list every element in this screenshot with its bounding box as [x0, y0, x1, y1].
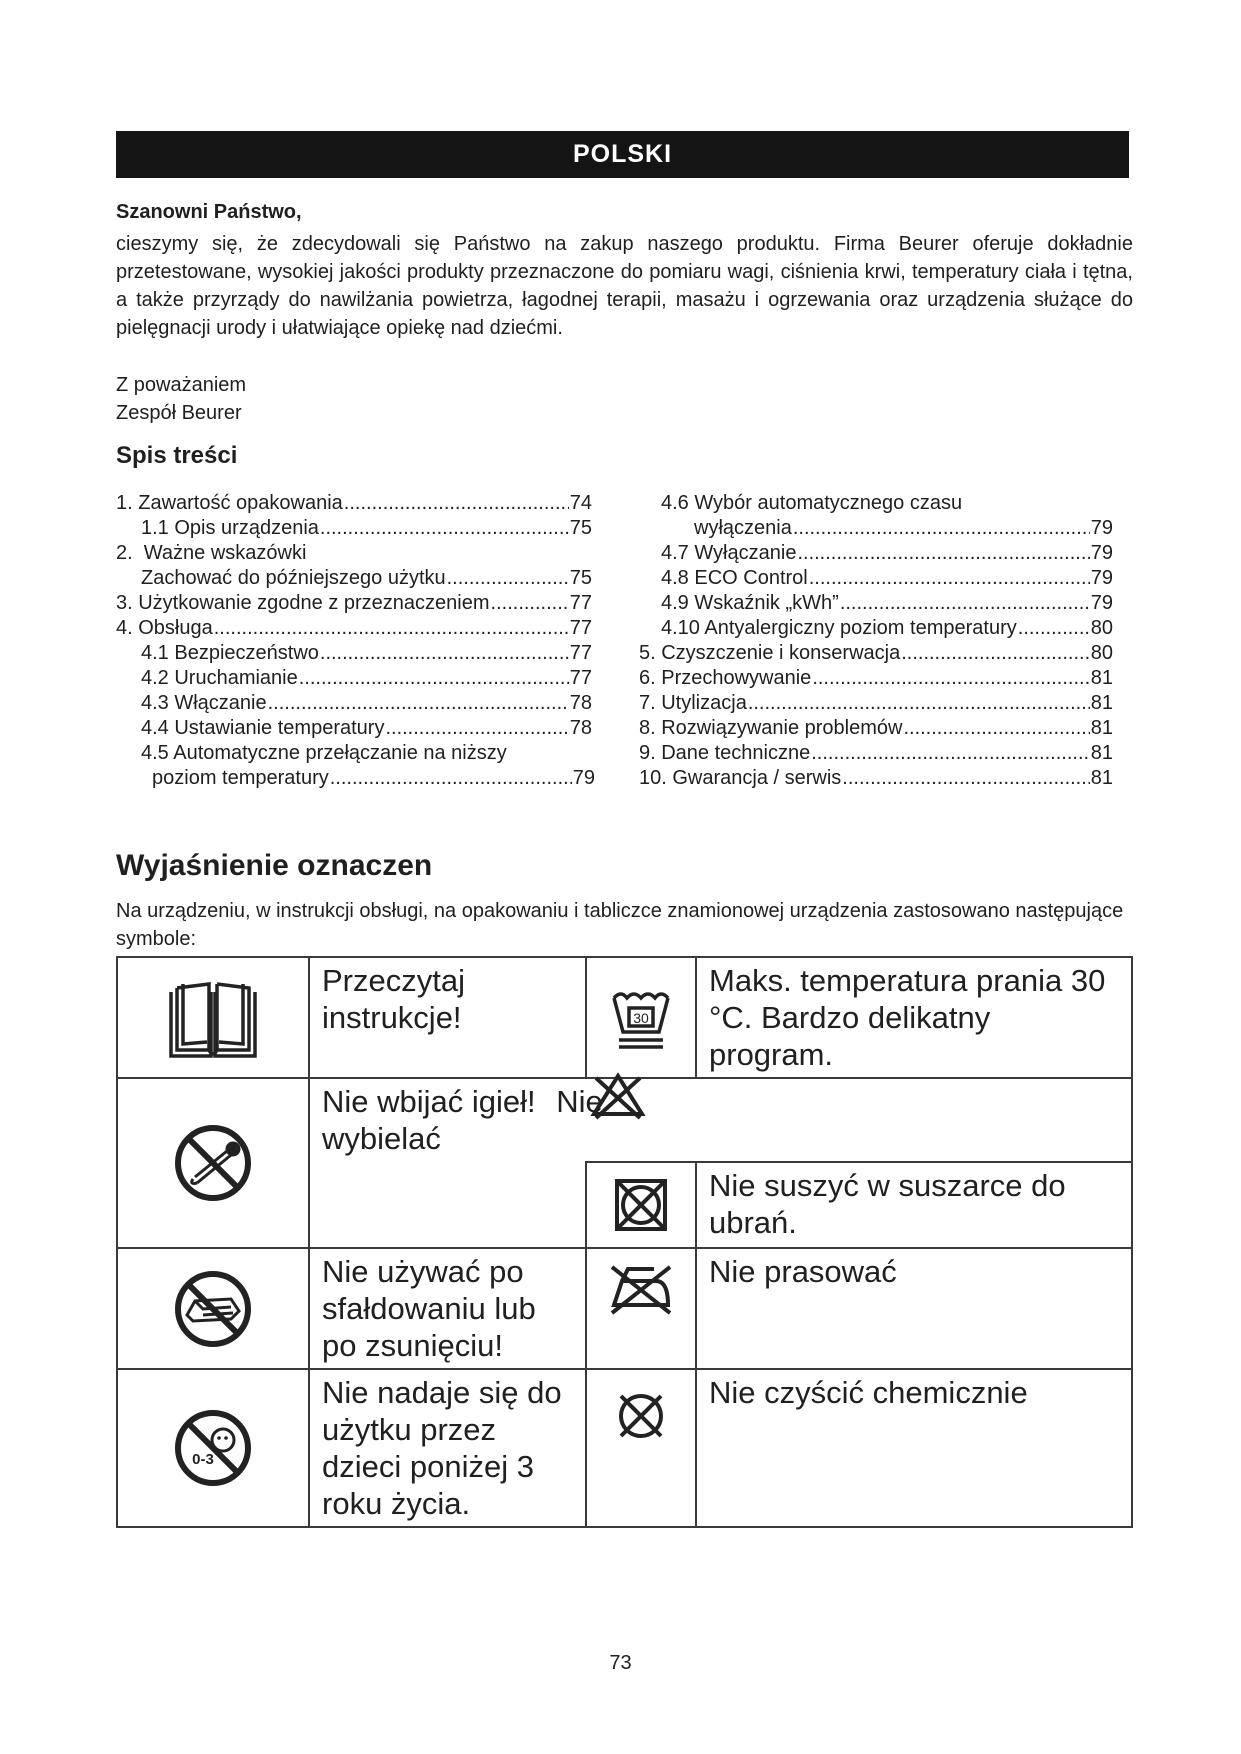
toc-entry-label: 10. Gwarancja / serwis	[639, 767, 842, 789]
toc-entry-label: 4.5 Automatyczne przełączanie na niższy	[141, 742, 507, 764]
toc-entry	[639, 641, 1113, 666]
toc-entry-label: poziom temperatury	[152, 767, 329, 789]
toc-entry	[116, 616, 592, 641]
symbol-cell	[117, 1369, 309, 1527]
greeting-title: Szanowni Państwo,	[116, 201, 302, 223]
toc-entry-label: 4.6 Wybór automatycznego czasu	[661, 492, 963, 514]
toc-entry	[116, 516, 592, 541]
closing-line-2: Zespół Beurer	[116, 402, 242, 424]
symbol-cell	[117, 957, 309, 1078]
symbol-cell	[586, 957, 696, 1078]
language-title: POLSKI	[572, 140, 673, 168]
toc-entry	[639, 666, 1113, 691]
greeting-body: cieszymy się, że zdecydowali się Państwo na zakup naszego produktu. Firma Beurer oferuje dokładnie przetestowane, wysokiej jakości produkty przeznaczone do pomiaru wagi, ciśnienia krwi, temperatury ciała i tętna, a także przyrządy do nawilżania powietrza, łagodnej terapii, masażu i ogrzewania oraz urządzenia służące do pielęgnacji urody i ułatwiające opiekę nad dziećmi.	[116, 233, 1133, 339]
toc-entry-label: 2. Ważne wskazówki	[116, 542, 307, 564]
toc-entry-label: 4.2 Uruchamianie	[141, 667, 298, 689]
greeting-closing	[116, 371, 246, 427]
symbol-cell	[586, 1369, 696, 1527]
toc-entry-page: 81	[1090, 742, 1113, 764]
toc-entry-page: 81	[1090, 667, 1113, 689]
toc-entry-label: 6. Przechowywanie	[639, 667, 812, 689]
empty-cell	[696, 1078, 1132, 1162]
symbol-cell	[117, 1248, 309, 1369]
toc-entry-label: 4.7 Wyłączanie	[661, 542, 797, 564]
toc-entry-page: 80	[1090, 642, 1113, 664]
symbol-description: Nie czyścić chemicznie	[696, 1369, 1132, 1527]
wash-tub-30-icon	[611, 986, 671, 1050]
toc-entry	[116, 591, 592, 616]
toc-entry-label: 4.3 Włączanie	[141, 692, 267, 714]
toc-entry-label: 8. Rozwiązywanie problemów	[639, 717, 903, 739]
toc-entry-page: 77	[569, 592, 592, 614]
symbols-table	[116, 956, 1133, 1528]
toc-entry	[116, 666, 592, 691]
symbol-cell	[586, 1162, 696, 1248]
toc-entry-label: 1.1 Opis urządzenia	[141, 517, 319, 539]
no-dry-clean-icon	[613, 1388, 669, 1444]
symbol-description: Nie suszyć w suszarce do ubrań.	[696, 1162, 1132, 1248]
toc-entry-page: 81	[1090, 692, 1113, 714]
toc-entry	[116, 741, 592, 766]
toc-entry	[639, 616, 1113, 641]
symbol-cell	[586, 1248, 696, 1369]
toc-entry-label: 4. Obsługa	[116, 617, 213, 639]
toc-entry-page: 79	[1090, 567, 1113, 589]
toc-entry-label: Zachować do późniejszego użytku	[141, 567, 446, 589]
table-row	[117, 1369, 1132, 1527]
toc-entry	[116, 766, 595, 791]
toc-entry	[639, 766, 1113, 791]
symbol-description: Maks. temperatura prania 30 °C. Bardzo delikatny program.	[696, 957, 1132, 1078]
toc-entry-label: 4.1 Bezpieczeństwo	[141, 642, 319, 664]
toc-entry-page: 79	[1090, 542, 1113, 564]
toc-entry	[639, 691, 1113, 716]
no-children-0-3-icon	[173, 1408, 253, 1488]
toc-entry	[639, 591, 1113, 616]
toc-entry-page: 74	[569, 492, 592, 514]
toc-entry-page: 75	[569, 517, 592, 539]
toc-entry-page: 77	[569, 617, 592, 639]
toc-entry	[639, 491, 1113, 516]
toc-entry	[639, 516, 1113, 541]
table-row	[117, 957, 1132, 1078]
no-folded-use-icon	[173, 1269, 253, 1349]
symbols-title: Wyjaśnienie oznaczen	[116, 849, 433, 882]
toc-entry-page: 79	[1090, 517, 1113, 539]
symbol-description: Nie prasować	[696, 1248, 1132, 1369]
wash-tub-number: 30	[633, 1009, 649, 1026]
no-ironing-icon	[608, 1261, 674, 1317]
no-tumble-dry-icon	[613, 1177, 669, 1233]
child-age-badge: 0-3	[192, 1451, 214, 1468]
toc-title: Spis treści	[116, 442, 238, 469]
toc-entry	[639, 716, 1113, 741]
table-row	[117, 1248, 1132, 1369]
symbol-description: Nie wbijać igieł!	[322, 1084, 536, 1119]
symbol-description: Nie wybielać	[322, 1084, 603, 1156]
empty-cell	[309, 1162, 586, 1248]
toc-entry-page: 79	[1090, 592, 1113, 614]
toc-entry	[116, 491, 592, 516]
symbol-description: Przeczytaj instrukcje!	[309, 957, 586, 1078]
book-icon	[167, 976, 259, 1060]
symbol-cell	[117, 1078, 309, 1248]
toc-entry	[639, 741, 1113, 766]
toc-entry	[116, 566, 592, 591]
toc-entry-label: 4.4 Ustawianie temperatury	[141, 717, 385, 739]
language-banner	[116, 131, 1129, 178]
no-pins-icon	[173, 1123, 253, 1203]
toc-entry-label: 5. Czyszczenie i konserwacja	[639, 642, 901, 664]
no-bleach-icon	[590, 1070, 646, 1120]
symbols-intro: Na urządzeniu, w instrukcji obsługi, na opakowaniu i tabliczce znamionowej urządzenia zastosowano następujące symbole:	[116, 900, 1124, 950]
symbol-description: Nie nadaje się do użytku przez dzieci poniżej 3 roku życia.	[309, 1369, 586, 1527]
toc-entry	[639, 541, 1113, 566]
toc-entry	[116, 541, 592, 566]
toc-entry-label: wyłączenia	[694, 517, 792, 539]
toc-right-column	[639, 491, 1113, 791]
toc-entry-page: 80	[1090, 617, 1113, 639]
toc-entry-page: 77	[569, 667, 592, 689]
toc-entry	[116, 691, 592, 716]
symbol-description: Nie używać po sfałdowaniu lub po zsunięciu!	[309, 1248, 586, 1369]
toc-entry-label: 4.10 Antyalergiczny poziom temperatury	[661, 617, 1017, 639]
toc-entry-page: 78	[569, 717, 592, 739]
toc-entry	[116, 716, 592, 741]
toc-entry-label: 4.9 Wskaźnik „kWh”	[661, 592, 839, 614]
toc-entry-label: 7. Utylizacja	[639, 692, 747, 714]
toc-entry-page: 77	[569, 642, 592, 664]
toc-entry-label: 9. Dane techniczne	[639, 742, 811, 764]
toc-entry-page: 81	[1090, 717, 1113, 739]
closing-line-1: Z poważaniem	[116, 374, 247, 396]
toc-entry-page: 75	[569, 567, 592, 589]
toc-entry-page: 78	[569, 692, 592, 714]
toc-entry	[116, 641, 592, 666]
toc-entry-page: 79	[572, 767, 595, 789]
page-number: 73	[609, 1652, 632, 1674]
toc-entry-label: 4.8 ECO Control	[661, 567, 808, 589]
toc-entry	[639, 566, 1113, 591]
toc-entry-label: 1. Zawartość opakowania	[116, 492, 343, 514]
toc-entry-page: 81	[1090, 767, 1113, 789]
toc-entry-label: 3. Użytkowanie zgodne z przeznaczeniem	[116, 592, 490, 614]
toc-left-column	[116, 491, 595, 791]
